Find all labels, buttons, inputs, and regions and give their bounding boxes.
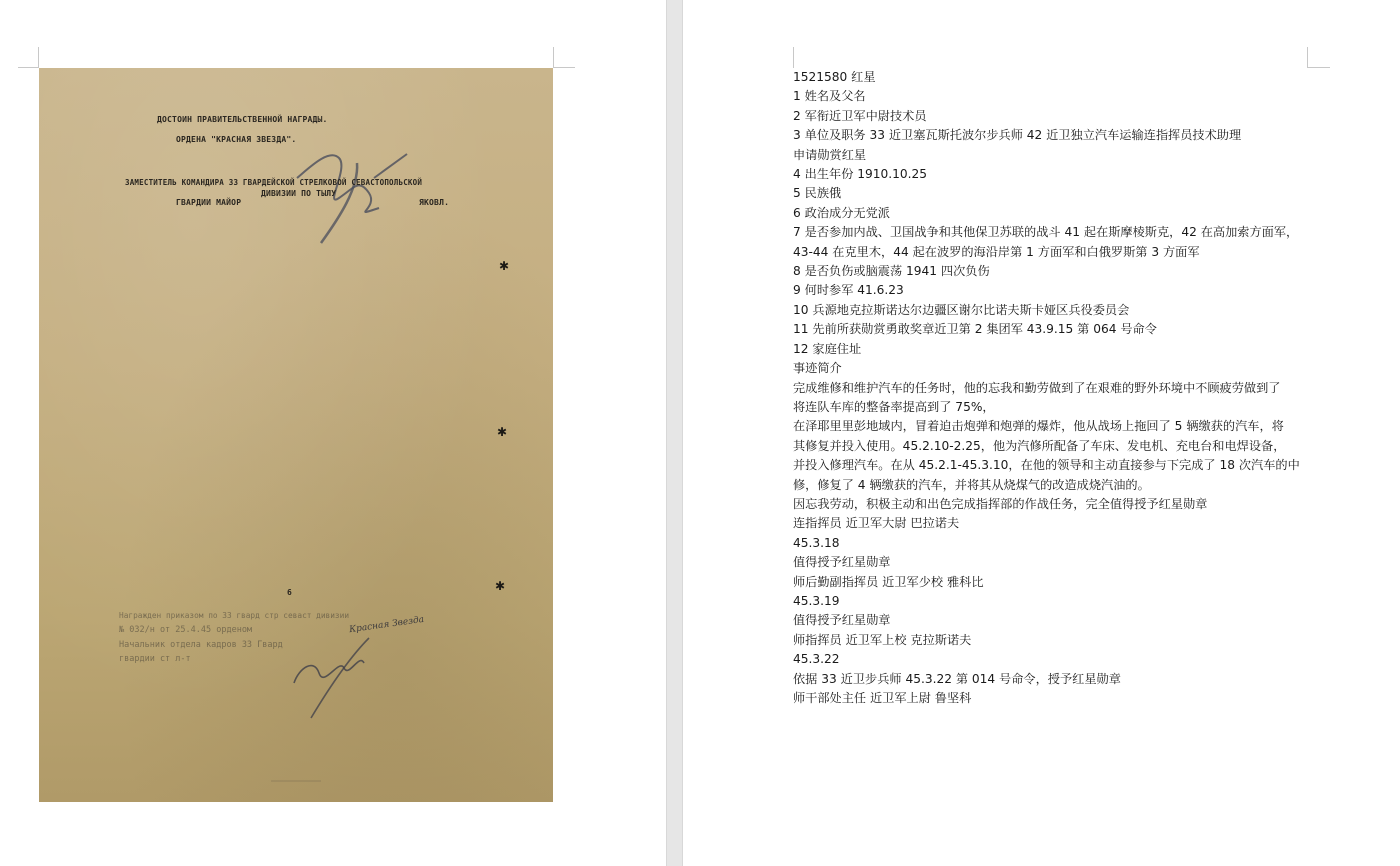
transcript-line: 7 是否参加内战、卫国战争和其他保卫苏联的战斗 41 起在斯摩棱斯克，42 在高加索方面军， (793, 225, 1299, 240)
transcript-line: 并投入修理汽车。在从 45.2.1-45.3.10，在他的领导和主动直接参与下完成了 18 次汽车的中 (793, 458, 1300, 473)
transcript-line: 申请勋赏红星 (793, 147, 867, 162)
transcript-line: 连指挥员 近卫军大尉 巴拉诺夫 (793, 516, 960, 531)
transcript-line: 12 家庭住址 (793, 341, 862, 356)
scan-header-line-5: ГВАРДИИ МАЙОР (176, 198, 242, 207)
transcript-line: 4 出生年份 1910.10.25 (793, 167, 928, 182)
hole-speck-2: ✱ (497, 425, 508, 439)
left-page (0, 0, 666, 866)
transcript-line: 11 先前所获勋赏勇敢奖章近卫第 2 集团军 43.9.15 第 064 号命令 (793, 322, 1157, 337)
stamp-line-2: № 032/н от 25.4.45 орденом (119, 625, 253, 635)
transcript-line: 将连队车库的整备率提高到了 75%， (793, 399, 995, 414)
transcript-line: 43-44 在克里木，44 起在波罗的海沿岸第 1 方面军和白俄罗斯第 3 方面军 (793, 244, 1200, 259)
stamp-line-4: гвардии ст л-т (119, 654, 191, 664)
transcript-line: 8 是否负伤或脑震荡 1941 四次负伤 (793, 264, 990, 279)
transcript-line: 修，修复了 4 辆缴获的汽车，并将其从烧煤气的改造成烧汽油的。 (793, 477, 1150, 492)
transcript-line: 1 姓名及父名 (793, 89, 866, 104)
transcription-text (793, 68, 1313, 708)
transcript-line: 1521580 红星 (793, 70, 876, 84)
scan-header-line-6: ЯКОВЛ. (419, 198, 450, 207)
transcript-line: 因忘我劳动，积极主动和出色完成指挥部的作战任务，完全值得授予红星勋章 (793, 496, 1208, 511)
transcript-line: 在泽耶里里彭地域内，冒着迫击炮弹和炮弹的爆炸，他从战场上拖回了 5 辆缴获的汽车，将 (793, 419, 1284, 434)
stamp-line-1: Награжден приказом по 33 гвард стр севаст дивизии (119, 611, 350, 620)
handwritten-order-name: Красная Звезда (348, 614, 425, 636)
page-gutter (666, 0, 683, 866)
transcript-line: 5 民族俄 (793, 186, 842, 201)
crop-mark-right-top-left-v (793, 47, 794, 68)
transcript-line: 2 军衔近卫军中尉技术员 (793, 108, 927, 123)
scanned-award-document (39, 68, 553, 802)
transcript-line: 45.3.22 (793, 652, 840, 667)
scan-page-mark: 6 (287, 588, 293, 597)
transcript-line: 10 兵源地克拉斯诺达尔边疆区谢尔比诺夫斯卡娅区兵役委员会 (793, 302, 1130, 317)
scan-header-line-4: ДИВИЗИИ ПО ТЫЛУ (261, 189, 337, 198)
hole-speck-1: ✱ (499, 259, 510, 273)
transcript-line: 3 单位及职务 33 近卫塞瓦斯托波尔步兵师 42 近卫独立汽车运输连指挥员技术助理 (793, 128, 1242, 143)
transcript-line: 师指挥员 近卫军上校 克拉斯诺夫 (793, 632, 972, 647)
scan-header-line-2: ОРДЕНА "КРАСНАЯ ЗВЕЗДА". (176, 135, 297, 144)
transcript-line: 6 政治成分无党派 (793, 205, 890, 220)
transcript-line: 事迹简介 (793, 361, 842, 376)
crop-mark-right-top-right-v (1307, 47, 1308, 68)
transcript-line: 师干部处主任 近卫军上尉 鲁坚科 (793, 691, 972, 705)
transcript-line: 值得授予红星勋章 (793, 613, 891, 628)
scan-header-line-3: ЗАМЕСТИТЕЛЬ КОМАНДИРА 33 ГВАРДЕЙСКОЙ СТРЕЛКОВОЙ СЕВАСТОПОЛЬСКОЙ (125, 178, 423, 187)
crop-mark-top-left-h (18, 67, 39, 68)
crop-mark-top-right-v (553, 47, 554, 68)
transcript-line: 45.3.18 (793, 535, 840, 550)
crop-mark-top-right-h (553, 67, 575, 68)
crop-mark-top-left-v (38, 47, 39, 68)
transcript-line: 依据 33 近卫步兵师 45.3.22 第 014 号命令，授予红星勋章 (793, 671, 1121, 686)
transcript-line: 9 何时参军 41.6.23 (793, 283, 904, 298)
scan-header-line-1: ДОСТОИН ПРАВИТЕЛЬСТВЕННОЙ НАГРАДЫ. (157, 115, 328, 124)
transcript-line: 其修复并投入使用。45.2.10-2.25，他为汽修所配备了车床、发电机、充电台和电焊设备， (793, 438, 1286, 453)
transcript-line: 45.3.19 (793, 593, 840, 608)
stamp-line-3: Начальник отдела кадров 33 Гвард (119, 640, 283, 650)
transcript-line: 值得授予红星勋章 (793, 555, 891, 570)
transcript-line: 完成维修和维护汽车的任务时，他的忘我和勤劳做到了在艰难的野外环境中不顾疲劳做到了 (793, 380, 1281, 395)
hole-speck-3: ✱ (495, 579, 506, 593)
transcript-line: 师后勤副指挥员 近卫军少校 雅科比 (793, 574, 984, 589)
